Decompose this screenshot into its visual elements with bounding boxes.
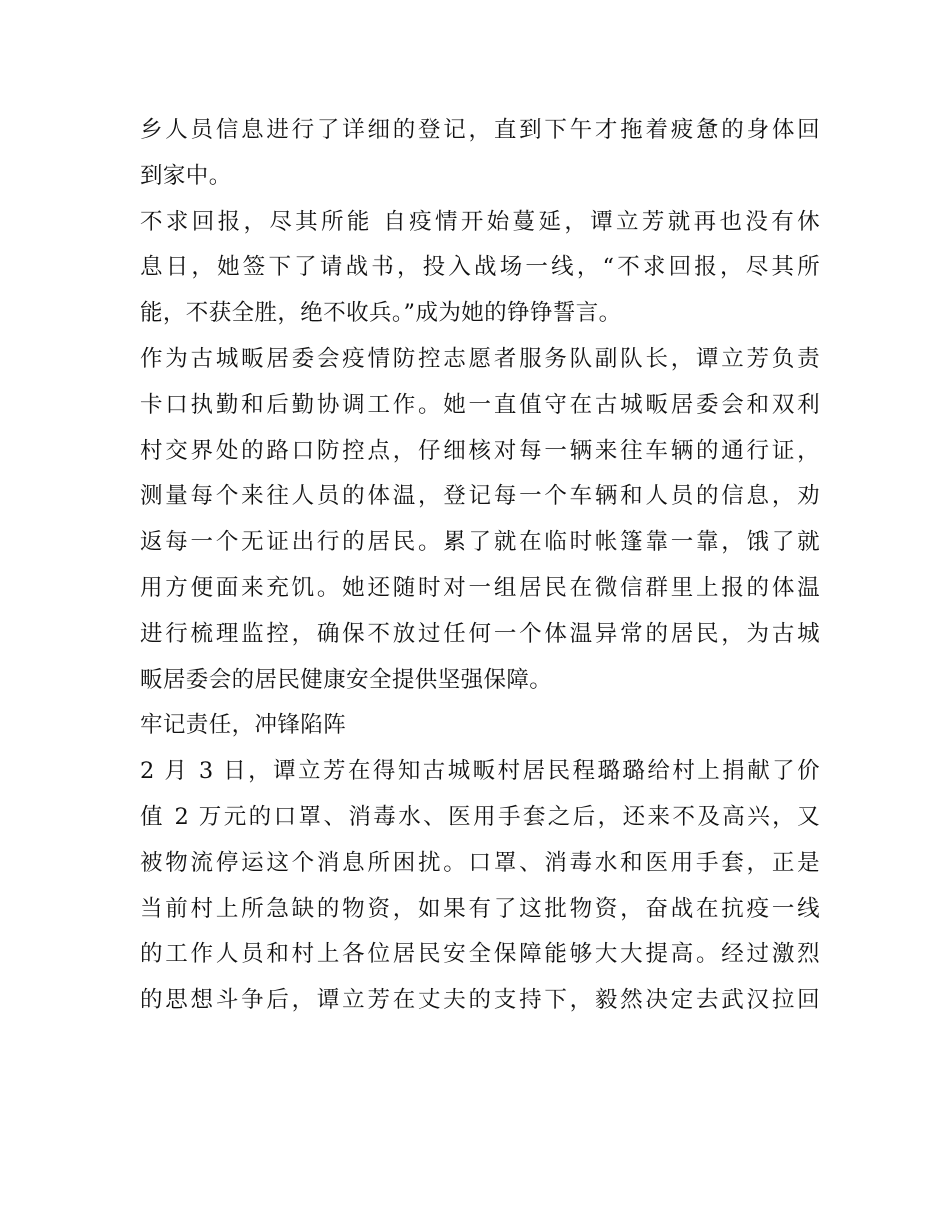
text-line: 的思想斗争后，谭立芳在丈夫的支持下，毅然决定去武汉拉回: [140, 987, 820, 1014]
text-line: 用方便面来充饥。她还随时对一组居民在微信群里上报的体温: [140, 574, 820, 601]
text-line: 的工作人员和村上各位居民安全保障能够大大提高。经过激烈: [140, 941, 820, 968]
text-line: 被物流停运这个消息所困扰。口罩、消毒水和医用手套，正是: [140, 849, 820, 876]
text-line: 畈居委会的居民健康安全提供坚强保障。: [140, 666, 553, 693]
text-line: 作为古城畈居委会疫情防控志愿者服务队副队长，谭立芳负责: [140, 345, 820, 372]
text-line: 进行梳理监控，确保不放过任何一个体温异常的居民，为古城: [140, 620, 820, 647]
text-line: 返每一个无证出行的居民。累了就在临时帐篷靠一靠，饿了就: [140, 529, 820, 556]
text-line: 2 月 3 日，谭立芳在得知古城畈村居民程璐璐给村上捐献了价: [140, 758, 820, 785]
text-line: 能，不获全胜，绝不收兵。”成为她的铮铮誓言。: [140, 300, 622, 327]
text-line: 值 2 万元的口罩、消毒水、医用手套之后，还来不及高兴，又: [140, 803, 820, 830]
text-line: 卡口执勤和后勤协调工作。她一直值守在古城畈居委会和双利: [140, 391, 820, 418]
document-body: [140, 108, 820, 1024]
text-line: 息日，她签下了请战书，投入战场一线，“不求回报，尽其所: [140, 254, 820, 281]
text-line: 测量每个来往人员的体温，登记每一个车辆和人员的信息，劝: [140, 483, 820, 510]
text-line: 当前村上所急缺的物资，如果有了这批物资，奋战在抗疫一线: [140, 895, 820, 922]
text-line: 不求回报，尽其所能 自疫情开始蔓延，谭立芳就再也没有休: [140, 208, 820, 235]
text-line: 牢记责任，冲锋陷阵: [140, 712, 347, 739]
text-line: 乡人员信息进行了详细的登记，直到下午才拖着疲惫的身体回: [140, 117, 820, 143]
text-line: 村交界处的路口防控点，仔细核对每一辆来往车辆的通行证，: [140, 437, 820, 464]
text-line: 到家中。: [140, 162, 232, 189]
